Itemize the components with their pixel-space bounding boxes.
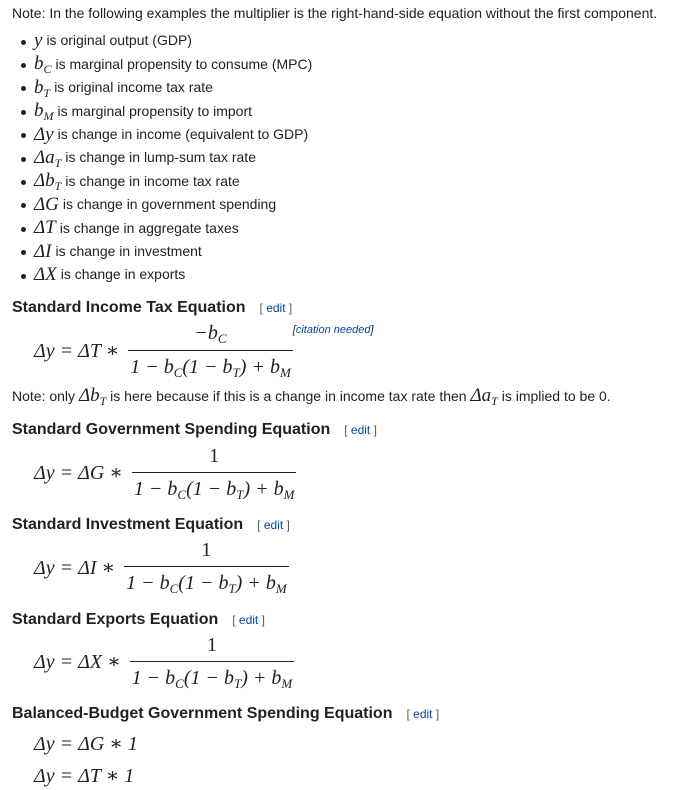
math-symbol: ΔX bbox=[34, 263, 57, 285]
list-item bbox=[20, 217, 673, 240]
fraction bbox=[128, 319, 293, 382]
list-item bbox=[20, 76, 673, 99]
math-symbol: $\Delta a_T$ bbox=[470, 384, 498, 408]
section-investment bbox=[12, 514, 673, 599]
edit-link[interactable]: edit bbox=[350, 423, 371, 438]
list-item bbox=[20, 170, 673, 193]
list-item bbox=[20, 193, 673, 216]
section-heading bbox=[12, 609, 673, 631]
math-symbol: $b_C$ bbox=[34, 53, 52, 77]
math-symbol: ΔT bbox=[34, 217, 56, 239]
section-government-spending bbox=[12, 419, 673, 504]
section-heading bbox=[12, 703, 673, 725]
equation-lhs: Δy = ΔG ∗ bbox=[34, 461, 128, 484]
definition-text: is change in aggregate taxes bbox=[59, 219, 239, 236]
list-item bbox=[20, 147, 673, 170]
definition-text: is marginal propensity to import bbox=[57, 102, 253, 119]
section-exports bbox=[12, 609, 673, 694]
edit-section: [ edit ] bbox=[344, 423, 377, 438]
edit-link[interactable]: edit bbox=[238, 612, 259, 627]
definition-text: is change in investment bbox=[55, 243, 202, 259]
denominator: $1 - b_C(1 - b_T) + b_M$ bbox=[128, 350, 293, 382]
intro-note: Note: In the following examples the multiplier is the right-hand-side equation without the first component. bbox=[12, 5, 658, 21]
citation-needed: [citation needed] bbox=[292, 324, 374, 337]
numerator: 1 bbox=[201, 539, 212, 562]
denominator: $1 - b_C(1 - b_T) + b_M$ bbox=[132, 472, 297, 504]
list-item bbox=[20, 123, 673, 146]
edit-section: [ edit ] bbox=[406, 707, 440, 722]
section-heading bbox=[12, 514, 673, 536]
denominator: $1 - b_C(1 - b_T) + b_M$ bbox=[130, 661, 295, 693]
equation bbox=[34, 319, 673, 382]
definition-text: is marginal propensity to consume (MPC) bbox=[55, 55, 313, 72]
denominator: $1 - b_C(1 - b_T) + b_M$ bbox=[124, 566, 289, 598]
math-symbol: $\Delta a_T$ bbox=[34, 146, 62, 170]
section-title: Standard Government Spending Equation bbox=[12, 421, 331, 439]
fraction bbox=[130, 631, 295, 693]
section-heading bbox=[12, 297, 673, 319]
equation-lhs: Δy = ΔI ∗ bbox=[34, 556, 121, 579]
math-symbol: $b_T$ bbox=[34, 76, 51, 100]
definition-text: is change in income tax rate bbox=[65, 172, 240, 189]
section-title: Standard Investment Equation bbox=[12, 516, 244, 534]
numerator: $-b_C$ bbox=[194, 322, 227, 347]
section-title: Standard Exports Equation bbox=[12, 610, 219, 628]
edit-section: [ edit ] bbox=[257, 518, 290, 533]
equation-line: Δy = ΔT ∗ 1 bbox=[34, 764, 135, 787]
equation-line: Δy = ΔG ∗ 1 bbox=[34, 732, 138, 755]
list-item bbox=[20, 240, 673, 263]
edit-link[interactable]: edit bbox=[413, 707, 433, 722]
article-content bbox=[12, 4, 673, 790]
section-balanced-budget bbox=[12, 703, 673, 789]
equation bbox=[34, 631, 673, 693]
edit-link[interactable]: edit bbox=[263, 518, 284, 533]
section-income-tax bbox=[12, 297, 673, 383]
list-item bbox=[20, 30, 673, 53]
math-symbol: $\Delta b_T$ bbox=[78, 384, 107, 408]
list-item bbox=[20, 264, 673, 287]
numerator: 1 bbox=[206, 634, 217, 656]
equation-lhs: Δy = ΔX ∗ bbox=[34, 651, 126, 674]
citation-link[interactable]: citation needed bbox=[295, 324, 371, 337]
equation bbox=[34, 730, 673, 758]
numerator: 1 bbox=[209, 444, 220, 467]
list-item bbox=[20, 53, 673, 76]
equation-lhs: Δy = ΔT ∗ bbox=[34, 339, 125, 362]
edit-section: [ edit ] bbox=[232, 612, 265, 627]
math-symbol: ΔG bbox=[34, 193, 59, 215]
equation bbox=[34, 762, 673, 790]
definition-text: is change in government spending bbox=[62, 196, 277, 213]
note-income-tax-rate: Note: only $\Delta b_T$ is here because if this is a change in income tax rate then $\Delta a_T$ is implied to be 0. bbox=[12, 384, 611, 408]
math-symbol: $b_M$ bbox=[34, 100, 54, 124]
math-symbol: ΔI bbox=[34, 240, 52, 262]
math-symbol: $\Delta b_T$ bbox=[34, 170, 62, 194]
equation bbox=[34, 536, 673, 598]
definition-text: is original income tax rate bbox=[54, 79, 213, 96]
fraction bbox=[124, 536, 289, 598]
fraction bbox=[132, 442, 297, 504]
section-title: Balanced-Budget Government Spending Equation bbox=[12, 705, 393, 723]
definitions-list bbox=[20, 30, 673, 287]
list-item bbox=[20, 100, 673, 123]
math-symbol: y bbox=[34, 30, 43, 51]
edit-section: [ edit ] bbox=[259, 300, 293, 315]
definition-text: is change in exports bbox=[60, 266, 186, 283]
math-symbol: Δy bbox=[34, 123, 54, 145]
section-heading bbox=[12, 419, 673, 441]
definition-text: is change in income (equivalent to GDP) bbox=[57, 126, 309, 143]
edit-link[interactable]: edit bbox=[266, 300, 286, 315]
section-title: Standard Income Tax Equation bbox=[12, 298, 246, 316]
equation bbox=[34, 442, 673, 504]
definition-text: is original output (GDP) bbox=[46, 32, 192, 49]
definition-text: is change in lump-sum tax rate bbox=[65, 149, 256, 166]
